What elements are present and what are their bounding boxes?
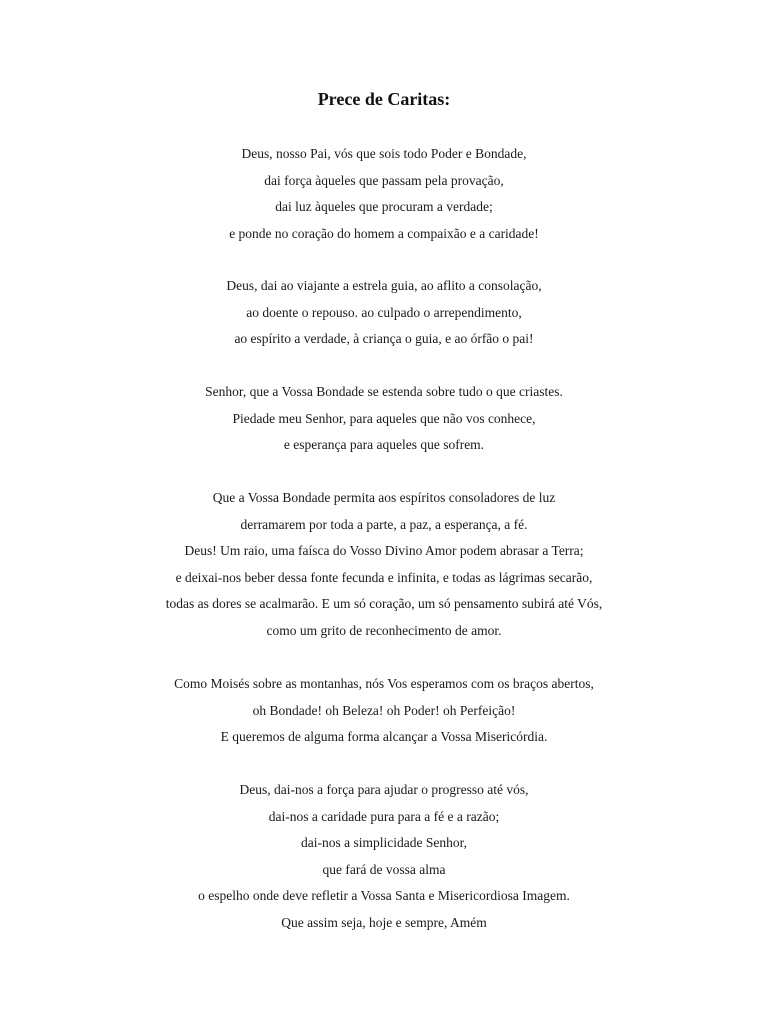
verse-line: E queremos de alguma forma alcançar a Vossa Misericórdia. [220, 729, 548, 744]
verse-line: oh Bondade! oh Beleza! oh Poder! oh Perfeição! [252, 702, 516, 718]
verse-line: ao espírito a verdade, à criança o guia, e ao órfão o pai! [234, 331, 534, 346]
stanza-6 [0, 777, 768, 936]
verse-line: derramarem por toda a parte, a paz, a esperança, a fé. [240, 516, 528, 532]
verse-line: Que a Vossa Bondade permita aos espíritos consoladores de luz [212, 490, 556, 505]
verse-line: Deus, nosso Pai, vós que sois todo Poder e Bondade, [241, 146, 527, 161]
verse-line: dai-nos a simplicidade Senhor, [301, 835, 467, 850]
stanza-2 [0, 273, 768, 353]
verse-line: que fará de vossa alma [322, 861, 446, 877]
verse-line: dai força àqueles que passam pela provação, [264, 172, 504, 188]
verse-line: e ponde no coração do homem a compaixão e a caridade! [229, 225, 539, 241]
verse-line: ao doente o repouso. ao culpado o arrependimento, [246, 304, 522, 320]
page-title: Prece de Caritas: [317, 89, 451, 109]
verse-line: Que assim seja, hoje e sempre, Amém [281, 914, 487, 930]
verse-line: Como Moisés sobre as montanhas, nós Vos esperamos com os braços abertos, [174, 676, 594, 691]
stanza-4 [0, 485, 768, 644]
verse-line: Senhor, que a Vossa Bondade se estenda sobre tudo o que criastes. [205, 384, 563, 399]
verse-line: e esperança para aqueles que sofrem. [283, 437, 485, 452]
stanza-3 [0, 379, 768, 459]
verse-line: como um grito de reconhecimento de amor. [266, 622, 502, 638]
verse-line: o espelho onde deve refletir a Vossa Santa e Misericordiosa Imagem. [198, 888, 570, 903]
verse-line: Deus, dai ao viajante a estrela guia, ao aflito a consolação, [226, 278, 542, 293]
stanza-5 [0, 671, 768, 751]
verse-line: dai luz àqueles que procuram a verdade; [275, 199, 493, 214]
verse-line: Piedade meu Senhor, para aqueles que não vos conhece, [232, 410, 536, 426]
verse-line: Deus, dai-nos a força para ajudar o progresso até vós, [239, 782, 529, 797]
verse-line: todas as dores se acalmarão. E um só coração, um só pensamento subirá até Vós, [165, 596, 603, 611]
verse-line: e deixai-nos beber dessa fonte fecunda e infinita, e todas as lágrimas secarão, [175, 569, 593, 585]
verse-line: Deus! Um raio, uma faísca do Vosso Divino Amor podem abrasar a Terra; [184, 543, 584, 558]
stanza-1 [0, 141, 768, 247]
verse-line: dai-nos a caridade pura para a fé e a razão; [268, 808, 500, 824]
